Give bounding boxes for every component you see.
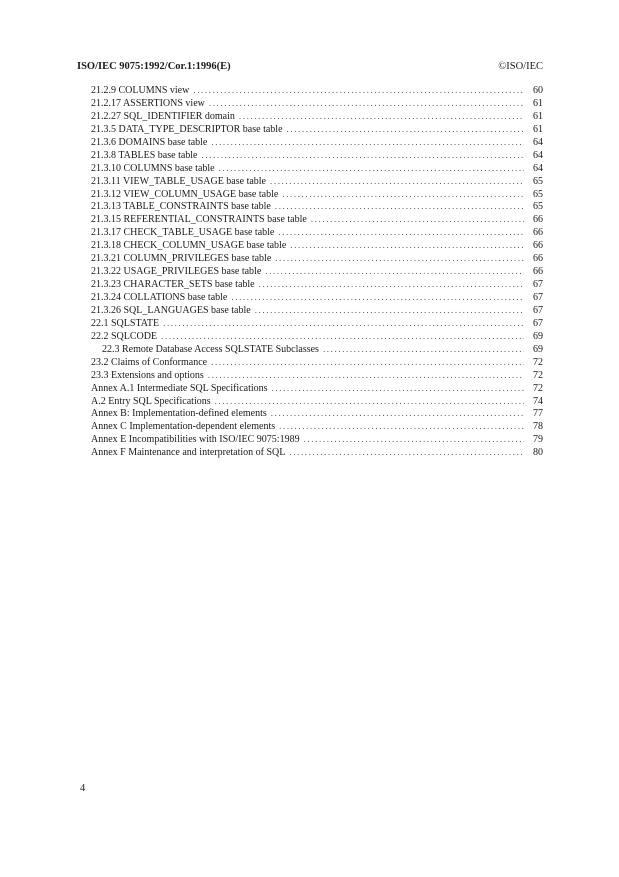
toc-entry-page: 67: [533, 304, 543, 316]
toc-entry[interactable]: [91, 97, 543, 110]
toc-entry[interactable]: [91, 84, 543, 97]
toc-leader-dots: [323, 343, 524, 356]
toc-entry-title: 21.3.11 VIEW_TABLE_USAGE base table: [91, 175, 266, 187]
toc-entry[interactable]: [91, 162, 543, 175]
toc-leader-dots: [202, 149, 525, 162]
document-identifier: ISO/IEC 9075:1992/Cor.1:1996(E): [77, 61, 231, 72]
toc-leader-dots: [272, 382, 524, 395]
toc-entry-title: Annex F Maintenance and interpretation of SQL: [91, 447, 286, 459]
toc-leader-dots: [287, 123, 524, 136]
toc-entry-page: 66: [533, 240, 543, 252]
toc-entry[interactable]: [91, 395, 543, 408]
toc-entry-title: Annex E Incompatibilities with ISO/IEC 9075:1989: [91, 434, 300, 446]
toc-entry[interactable]: [91, 433, 543, 446]
toc-entry-page: 80: [533, 447, 543, 459]
toc-leader-dots: [231, 291, 524, 304]
toc-entry-page: 60: [533, 85, 543, 96]
toc-leader-dots: [278, 226, 524, 239]
toc-entry-title: 21.3.5 DATA_TYPE_DESCRIPTOR base table: [91, 123, 283, 135]
toc-entry[interactable]: [91, 136, 543, 149]
toc-leader-dots: [311, 213, 524, 226]
toc-leader-dots: [289, 446, 524, 459]
toc-entry[interactable]: [91, 317, 543, 330]
toc-leader-dots: [211, 356, 524, 369]
toc-entry[interactable]: [91, 175, 543, 188]
toc-entry-title: 21.3.13 TABLE_CONSTRAINTS base table: [91, 201, 271, 213]
toc-entry-page: 64: [533, 149, 543, 161]
toc-entry-page: 77: [533, 408, 543, 420]
toc-entry-title: 21.3.22 USAGE_PRIVILEGES base table: [91, 266, 262, 278]
toc-entry-page: 79: [533, 434, 543, 446]
toc-leader-dots: [219, 162, 524, 175]
toc-entry-page: 67: [533, 292, 543, 303]
toc-entry-page: 65: [533, 201, 543, 213]
toc-leader-dots: [270, 175, 524, 188]
toc-entry-page: 74: [533, 395, 543, 407]
toc-leader-dots: [304, 433, 524, 446]
page-header: [77, 61, 543, 75]
toc-leader-dots: [163, 317, 524, 330]
toc-leader-dots: [275, 252, 524, 265]
toc-entry-page: 72: [533, 382, 543, 394]
toc-entry-title: 21.3.24 COLLATIONS base table: [91, 292, 228, 303]
toc-entry-title: Annex B: Implementation-defined elements: [91, 408, 267, 420]
toc-leader-dots: [193, 84, 524, 97]
toc-entry[interactable]: [91, 252, 543, 265]
toc-leader-dots: [215, 395, 524, 408]
toc-entry-title: 21.3.17 CHECK_TABLE_USAGE base table: [91, 227, 275, 239]
toc-entry-page: 72: [533, 369, 543, 381]
toc-entry-page: 67: [533, 279, 543, 291]
toc-entry[interactable]: [91, 420, 543, 433]
toc-leader-dots: [208, 369, 524, 382]
toc-entry-title: 21.2.17 ASSERTIONS view: [91, 97, 205, 109]
toc-entry-page: 61: [533, 97, 543, 109]
toc-entry[interactable]: [91, 278, 543, 291]
toc-entry-title: 21.2.27 SQL_IDENTIFIER domain: [91, 110, 235, 122]
toc-entry-page: 64: [533, 136, 543, 148]
toc-entry[interactable]: [91, 291, 543, 304]
toc-entry[interactable]: [91, 265, 543, 278]
toc-leader-dots: [279, 420, 524, 433]
toc-leader-dots: [265, 265, 524, 278]
toc-entry-page: 61: [533, 123, 543, 135]
toc-leader-dots: [275, 200, 524, 213]
toc-entry-title: 21.3.23 CHARACTER_SETS base table: [91, 279, 255, 291]
toc-entry-page: 72: [533, 356, 543, 368]
toc-entry[interactable]: [91, 446, 543, 459]
toc-entry[interactable]: [91, 226, 543, 239]
toc-leader-dots: [255, 304, 524, 317]
toc-entry-page: 66: [533, 214, 543, 226]
toc-entry-page: 66: [533, 266, 543, 278]
toc-entry-title: 21.3.6 DOMAINS base table: [91, 136, 208, 148]
toc-entry[interactable]: [91, 110, 543, 123]
toc-entry-page: 66: [533, 253, 543, 265]
toc-entry-page: 69: [533, 343, 543, 355]
toc-entry[interactable]: [91, 149, 543, 162]
toc-entry-title: 22.3 Remote Database Access SQLSTATE Subclasses: [102, 343, 319, 355]
toc-leader-dots: [161, 330, 524, 343]
toc-leader-dots: [239, 110, 524, 123]
toc-entry[interactable]: [91, 382, 543, 395]
toc-entry[interactable]: [91, 304, 543, 317]
toc-entry-title: 22.2 SQLCODE: [91, 330, 158, 342]
toc-entry-page: 64: [533, 162, 543, 174]
toc-entry-page: 66: [533, 227, 543, 239]
toc-entry-title: 23.3 Extensions and options: [91, 369, 204, 381]
toc-entry[interactable]: [91, 330, 543, 343]
toc-entry-page: 67: [533, 317, 543, 329]
toc-leader-dots: [271, 407, 524, 420]
copyright-notice: ©ISO/IEC: [498, 61, 543, 72]
toc-entry[interactable]: [91, 188, 543, 201]
toc-entry-title: 21.3.18 CHECK_COLUMN_USAGE base table: [91, 240, 287, 252]
toc-entry[interactable]: [91, 123, 543, 136]
toc-entry-page: 65: [533, 188, 543, 200]
toc-entry-title: A.2 Entry SQL Specifications: [91, 395, 211, 407]
toc-entry[interactable]: [91, 369, 543, 382]
toc-entry-page: 65: [533, 175, 543, 187]
toc-entry-title: 21.3.26 SQL_LANGUAGES base table: [91, 304, 251, 316]
toc-entry[interactable]: [91, 356, 543, 369]
toc-leader-dots: [290, 239, 524, 252]
toc-entry-title: 21.3.21 COLUMN_PRIVILEGES base table: [91, 253, 272, 265]
toc-entry-title: 21.2.9 COLUMNS view: [91, 85, 190, 96]
toc-entry[interactable]: [91, 407, 543, 420]
toc-entry[interactable]: [91, 343, 543, 356]
toc-entry-title: Annex C Implementation-dependent elements: [91, 421, 276, 433]
toc-entry-title: 21.3.10 COLUMNS base table: [91, 162, 215, 174]
toc-entry-title: Annex A.1 Intermediate SQL Specifications: [91, 382, 268, 394]
toc-entry-page: 69: [533, 330, 543, 342]
toc-entry-title: 22.1 SQLSTATE: [91, 317, 160, 329]
toc-entry[interactable]: [91, 200, 543, 213]
toc-entry[interactable]: [91, 239, 543, 252]
toc-leader-dots: [259, 278, 524, 291]
toc-leader-dots: [211, 136, 524, 149]
toc-leader-dots: [209, 97, 524, 110]
toc-entry-title: 21.3.8 TABLES base table: [91, 149, 198, 161]
table-of-contents: [91, 84, 543, 459]
toc-entry-title: 21.3.12 VIEW_COLUMN_USAGE base table: [91, 188, 279, 200]
toc-entry[interactable]: [91, 213, 543, 226]
toc-entry-title: 21.3.15 REFERENTIAL_CONSTRAINTS base table: [91, 214, 307, 226]
page-number: 4: [80, 783, 86, 794]
toc-entry-page: 78: [533, 421, 543, 433]
toc-leader-dots: [282, 188, 524, 201]
toc-entry-page: 61: [533, 110, 543, 122]
toc-entry-title: 23.2 Claims of Conformance: [91, 356, 208, 368]
